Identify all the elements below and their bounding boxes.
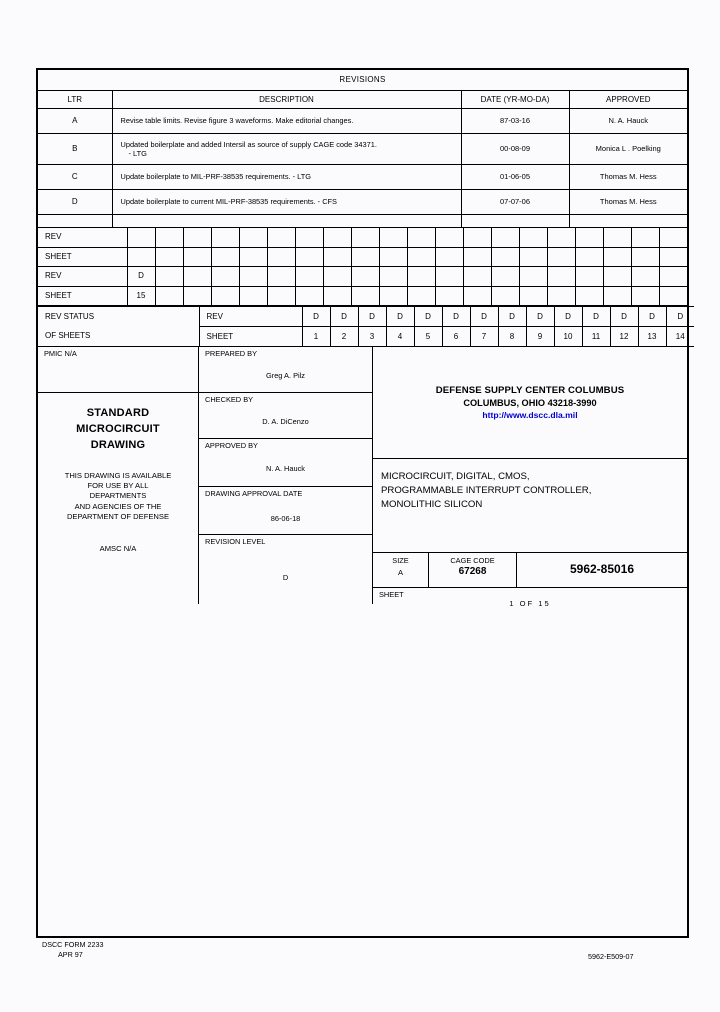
grid-cell <box>267 286 295 306</box>
checked-by-cell <box>199 393 373 439</box>
grid-cell <box>603 228 631 248</box>
rev-status-rev-row <box>38 307 694 327</box>
revision-row <box>38 109 687 134</box>
grid-cell <box>659 267 687 287</box>
revision-ltr: C <box>38 165 112 190</box>
approved-by-label: APPROVED BY <box>205 441 258 450</box>
grid-cell <box>295 267 323 287</box>
revision-description-line1: Update boilerplate to MIL-PRF-38535 requirements. - LTG <box>120 172 311 182</box>
grid-cell <box>183 267 211 287</box>
revisions-table <box>38 70 687 227</box>
rev-status-of-sheets <box>38 306 694 347</box>
grid-cell <box>211 247 239 267</box>
grid-cell <box>267 228 295 248</box>
drawing-approval-date-value: 86-06-18 <box>270 514 301 523</box>
grid-cell <box>435 247 463 267</box>
grid-cell <box>239 267 267 287</box>
grid-cell <box>491 228 519 248</box>
header-approved: APPROVED <box>569 91 687 109</box>
grid-cell <box>155 228 183 248</box>
cage-code-label: CAGE CODE <box>450 556 495 565</box>
agency-block <box>373 347 687 459</box>
grid-row-label: SHEET <box>38 286 127 306</box>
header-ltr: LTR <box>38 91 112 109</box>
drawing-sheet <box>36 68 689 938</box>
grid-cell <box>491 247 519 267</box>
grid-cell <box>127 228 155 248</box>
rev-status-sheet-cell: 9 <box>526 327 554 347</box>
rev-status-sheet-cell: 2 <box>330 327 358 347</box>
revision-approved: Thomas M. Hess <box>569 190 687 215</box>
rev-status-label-line2: OF SHEETS <box>38 327 199 347</box>
grid-cell <box>351 228 379 248</box>
pmic-label: PMIC N/A <box>44 349 77 358</box>
rev-status-sheet-cell: 7 <box>470 327 498 347</box>
sheet-number-cell <box>373 588 687 610</box>
grid-cell <box>519 267 547 287</box>
availability-line2: FOR USE BY ALL <box>87 481 149 491</box>
grid-cell <box>659 286 687 306</box>
revisions-empty-date <box>461 215 569 228</box>
agency-name: DEFENSE SUPPLY CENTER COLUMBUS <box>435 385 625 396</box>
grid-cell <box>155 267 183 287</box>
header-date: DATE (YR-MO-DA) <box>461 91 569 109</box>
grid-cell <box>379 286 407 306</box>
grid-cell <box>183 286 211 306</box>
rev-status-rev-cell: D <box>582 307 610 327</box>
grid-cell <box>239 286 267 306</box>
availability-line3: DEPARTMENTS <box>89 491 147 501</box>
availability-statement <box>38 471 198 522</box>
part-number-cell <box>517 553 687 588</box>
grid-cell <box>519 286 547 306</box>
grid-cell <box>379 228 407 248</box>
agency-address: COLUMBUS, OHIO 43218-3990 <box>463 398 597 408</box>
grid-cell <box>519 247 547 267</box>
form-number: DSCC FORM 2233 <box>42 940 104 949</box>
size-cell <box>373 553 429 588</box>
identification-row <box>373 553 687 588</box>
prepared-by-label: PREPARED BY <box>205 349 258 358</box>
grid-cell: 15 <box>127 286 155 306</box>
revision-level-cell <box>199 535 373 604</box>
grid-cell <box>435 267 463 287</box>
grid-cell <box>575 286 603 306</box>
rev-status-rev-cell: D <box>442 307 470 327</box>
grid-cell <box>239 228 267 248</box>
grid-cell <box>323 228 351 248</box>
rev-status-sheet-cell: 11 <box>582 327 610 347</box>
availability-line4: AND AGENCIES OF THE <box>74 501 162 511</box>
revisions-header-row <box>38 91 687 109</box>
grid-cell <box>295 247 323 267</box>
grid-cell <box>155 286 183 306</box>
title-block-middle <box>199 347 373 610</box>
grid-cell <box>239 247 267 267</box>
rev-status-sheet-cell: 13 <box>638 327 666 347</box>
grid-row-sheet-lower <box>38 286 687 306</box>
grid-cell <box>211 228 239 248</box>
grid-cell <box>323 247 351 267</box>
drawing-title-cell <box>373 459 687 553</box>
approved-by-value: N. A. Hauck <box>265 464 306 473</box>
smd-cell <box>38 393 199 604</box>
grid-cell <box>547 247 575 267</box>
revision-description-line1: Revise table limits. Revise figure 3 waveforms. Make editorial changes. <box>120 116 354 126</box>
rev-status-rev-cell: D <box>330 307 358 327</box>
drawing-approval-date-label: DRAWING APPROVAL DATE <box>205 489 303 498</box>
grid-cell <box>659 247 687 267</box>
rev-status-sheet-cell: 1 <box>302 327 330 347</box>
rev-status-rev-cell: D <box>498 307 526 327</box>
revision-approved: Monica L . Poelking <box>569 134 687 165</box>
revision-description-line2: - LTG <box>128 149 147 158</box>
grid-cell <box>379 247 407 267</box>
rev-status-sheet-row <box>38 327 694 347</box>
rev-status-rev-label: REV <box>199 307 302 327</box>
grid-cell <box>183 247 211 267</box>
grid-cell <box>407 228 435 248</box>
title-block-left <box>38 347 199 610</box>
revision-ltr: B <box>38 134 112 165</box>
grid-cell <box>323 267 351 287</box>
rev-status-rev-cell: D <box>302 307 330 327</box>
rev-status-rev-cell: D <box>414 307 442 327</box>
grid-cell <box>295 228 323 248</box>
grid-cell <box>463 247 491 267</box>
grid-cell <box>127 247 155 267</box>
agency-url[interactable]: http://www.dscc.dla.mil <box>482 410 578 420</box>
cage-code-cell <box>429 553 517 588</box>
grid-row-sheet-upper <box>38 247 687 267</box>
drawing-title-line3: MONOLITHIC SILICON <box>381 498 483 510</box>
rev-status-rev-cell: D <box>526 307 554 327</box>
form-footer <box>42 940 104 961</box>
smd-title <box>38 406 198 454</box>
revisions-title-row <box>38 70 687 91</box>
rev-status-sheet-cell: 10 <box>554 327 582 347</box>
grid-cell <box>463 267 491 287</box>
part-number-value: 5962-85016 <box>569 562 635 576</box>
revision-row <box>38 134 687 165</box>
rev-status-rev-cell: D <box>554 307 582 327</box>
revision-description-line1: Update boilerplate to current MIL-PRF-38535 requirements. - CFS <box>120 197 337 207</box>
grid-cell <box>267 247 295 267</box>
grid-cell <box>407 286 435 306</box>
grid-cell <box>211 267 239 287</box>
revision-date: 87-03-16 <box>461 109 569 134</box>
revision-row <box>38 165 687 190</box>
drawing-title-line2: PROGRAMMABLE INTERRUPT CONTROLLER, <box>381 484 592 496</box>
revisions-title: REVISIONS <box>38 70 687 91</box>
rev-status-sheet-label: SHEET <box>199 327 302 347</box>
revision-row <box>38 190 687 215</box>
grid-cell <box>631 228 659 248</box>
grid-cell <box>323 286 351 306</box>
rev-status-rev-cell: D <box>638 307 666 327</box>
grid-cell <box>491 267 519 287</box>
size-value: A <box>397 568 404 577</box>
rev-status-sheet-cell: 5 <box>414 327 442 347</box>
revisions-empty-area <box>38 215 687 228</box>
document-code: 5962-E509-07 <box>588 952 634 961</box>
revisions-empty-approved <box>569 215 687 228</box>
rev-status-rev-cell: D <box>358 307 386 327</box>
amsc-label: AMSC N/A <box>99 544 137 554</box>
grid-cell <box>351 267 379 287</box>
rev-status-rev-cell: D <box>386 307 414 327</box>
revision-description-line1: Updated boilerplate and added Intersil as source of supply CAGE code 34371. <box>120 139 377 149</box>
header-description: DESCRIPTION <box>112 91 461 109</box>
revision-approved: N. A. Hauck <box>569 109 687 134</box>
revision-ltr: A <box>38 109 112 134</box>
availability-line5: DEPARTMENT OF DEFENSE <box>66 511 170 521</box>
revisions-empty-description <box>112 215 461 228</box>
grid-cell <box>575 228 603 248</box>
form-date: APR 97 <box>58 950 83 960</box>
revision-level-value: D <box>282 573 289 582</box>
grid-cell <box>407 247 435 267</box>
revision-ltr: D <box>38 190 112 215</box>
rev-status-sheet-cell: 14 <box>666 327 694 347</box>
grid-row-rev-lower <box>38 267 687 287</box>
grid-cell <box>351 247 379 267</box>
grid-cell <box>435 228 463 248</box>
revision-approved: Thomas M. Hess <box>569 165 687 190</box>
grid-cell <box>407 267 435 287</box>
revision-date: 00-08-09 <box>461 134 569 165</box>
prepared-by-value: Greg A. Pilz <box>265 371 306 380</box>
rev-status-rev-cell: D <box>470 307 498 327</box>
grid-cell <box>547 267 575 287</box>
smd-title-line3: DRAWING <box>90 438 146 451</box>
grid-cell <box>631 286 659 306</box>
cage-code-value: 67268 <box>458 566 487 577</box>
sheet-value: 1 OF 15 <box>509 599 551 608</box>
availability-line1: THIS DRAWING IS AVAILABLE <box>64 470 172 480</box>
grid-row-label: REV <box>38 267 127 287</box>
grid-cell <box>183 228 211 248</box>
revisions-empty-ltr <box>38 215 112 228</box>
smd-title-line1: STANDARD <box>86 407 150 419</box>
rev-status-label-line1: REV STATUS <box>38 307 199 327</box>
drawing-approval-date-cell <box>199 487 373 535</box>
grid-cell <box>575 267 603 287</box>
grid-cell <box>631 247 659 267</box>
title-block <box>38 347 687 610</box>
revision-description <box>112 109 461 134</box>
grid-cell <box>155 247 183 267</box>
rev-status-sheet-cell: 12 <box>610 327 638 347</box>
grid-cell <box>379 267 407 287</box>
smd-title-line2: MICROCIRCUIT <box>76 422 160 435</box>
revision-sheet-grid <box>38 227 687 306</box>
grid-cell <box>463 286 491 306</box>
grid-cell <box>435 286 463 306</box>
grid-cell <box>351 286 379 306</box>
grid-cell <box>463 228 491 248</box>
grid-cell <box>659 228 687 248</box>
approved-by-cell <box>199 439 373 487</box>
revision-level-label: REVISION LEVEL <box>205 537 266 546</box>
size-label: SIZE <box>392 556 409 565</box>
grid-row-rev-upper <box>38 228 687 248</box>
rev-status-sheet-cell: 8 <box>498 327 526 347</box>
rev-status-sheet-cell: 6 <box>442 327 470 347</box>
grid-cell <box>631 267 659 287</box>
grid-cell <box>547 228 575 248</box>
rev-status-rev-cell: D <box>666 307 694 327</box>
prepared-by-cell <box>199 347 373 393</box>
grid-cell <box>211 286 239 306</box>
grid-cell <box>603 267 631 287</box>
rev-status-sheet-cell: 4 <box>386 327 414 347</box>
grid-row-label: SHEET <box>38 247 127 267</box>
grid-cell <box>603 286 631 306</box>
grid-row-label: REV <box>38 228 127 248</box>
revision-description <box>112 165 461 190</box>
pmic-cell <box>38 347 199 393</box>
revision-description <box>112 134 461 165</box>
grid-cell: D <box>127 267 155 287</box>
grid-cell <box>295 286 323 306</box>
grid-cell <box>575 247 603 267</box>
drawing-title-line1: MICROCIRCUIT, DIGITAL, CMOS, <box>381 471 530 482</box>
grid-cell <box>267 267 295 287</box>
rev-status-rev-cell: D <box>610 307 638 327</box>
grid-cell <box>603 247 631 267</box>
revision-date: 07-07-06 <box>461 190 569 215</box>
checked-by-value: D. A. DiCenzo <box>262 417 309 426</box>
sheet-label: SHEET <box>379 590 404 599</box>
checked-by-label: CHECKED BY <box>205 395 254 404</box>
grid-cell <box>491 286 519 306</box>
revision-date: 01-06-05 <box>461 165 569 190</box>
title-block-right <box>373 347 687 610</box>
grid-cell <box>547 286 575 306</box>
rev-status-sheet-cell: 3 <box>358 327 386 347</box>
grid-cell <box>519 228 547 248</box>
revision-description <box>112 190 461 215</box>
